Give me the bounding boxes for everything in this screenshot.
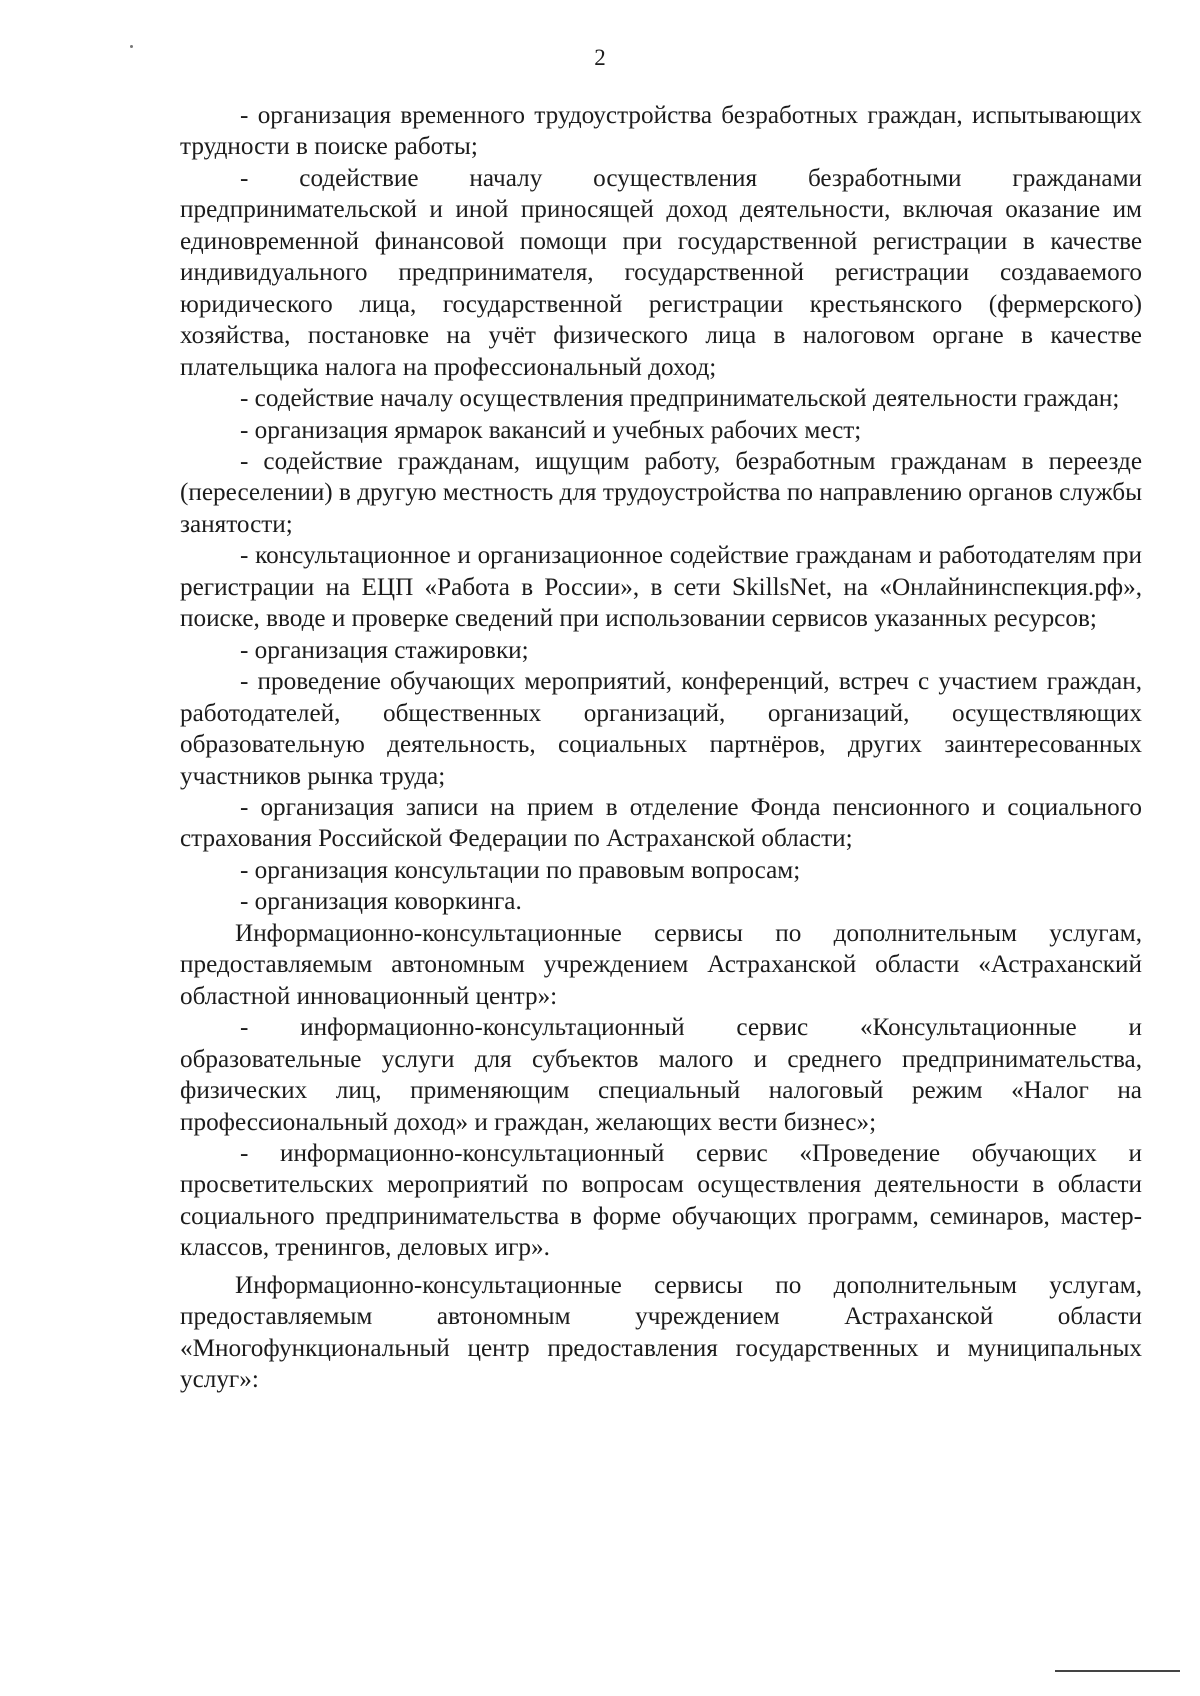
list-item: - консультационное и организационное содействие гражданам и работодателям при регистрации на ЕЦП «Работа в России», в сети SkillsNet, на «Онлайнинспекция.рф», поиске, вводе и проверке сведений при использовании сервисов указанных ресурсов; [180,542,1142,633]
list-item: - организация консультации по правовым вопросам; [240,856,801,884]
section-paragraph: Информационно-консультационные сервисы по дополнительным услугам, предоставляемым автономным учреждением Астраханской области «Астраханский областной инновационный центр»: [180,919,1142,1010]
list-item: - информационно-консультационный сервис «Проведение обучающих и просветительских мероприятий по вопросам осуществления деятельности в области социального предпринимательства в форме обучающих программ, семинаров, мастер-классов, тренингов, деловых игр». [180,1139,1142,1262]
list-item: - организация записи на прием в отделение Фонда пенсионного и социального страхования Российской Федерации по Астраханской области; [180,793,1142,853]
list-item: - информационно-консультационный сервис «Консультационные и образовательные услуги для субъектов малого и среднего предпринимательства, физических лиц, применяющим специальный налоговый режим «Налог на профессиональный доход» и граждан, желающих вести бизнес»; [180,1014,1142,1136]
list-item: - организация коворкинга. [240,888,522,916]
list-item: - содействие началу осуществления безработными гражданами предпринимательской и иной приносящей доход деятельности, включая оказание им единовременной финансовой помощи при государственной регистрации в качестве индивидуального предпринимателя, государственной регистрации создаваемого юридического лица, государственной регистрации крестьянского (фермерского) хозяйства, постановке на учёт физического лица в налоговом органе в качестве плательщика налога на профессиональный доход; [180,164,1142,381]
list-item: - содействие началу осуществления предпринимательской деятельности граждан; [240,385,1120,413]
list-item: - содействие гражданам, ищущим работу, безработным гражданам в переезде (переселении) в другую местность для трудоустройства по направлению органов службы занятости; [180,447,1142,538]
document-body [180,100,1142,1396]
list-item: - организация временного трудоустройства безработных граждан, испытывающих трудности в поиске работы; [180,102,1142,161]
list-item: - организация стажировки; [240,636,529,664]
list-item: - организация ярмарок вакансий и учебных рабочих мест; [240,416,862,444]
scan-line [1055,1670,1180,1672]
section-paragraph: Информационно-консультационные сервисы по дополнительным услугам, предоставляемым автономным учреждением Астраханской области «Многофункциональный центр предоставления государственных и муниципальных услуг»: [180,1271,1142,1394]
page-number: 2 [594,45,606,70]
list-item: - проведение обучающих мероприятий, конференций, встреч с участием граждан, работодателей, общественных организаций, организаций, осуществляющих образовательную деятельность, социальных партнёров, других заинтересованных участников рынка труда; [180,668,1142,790]
